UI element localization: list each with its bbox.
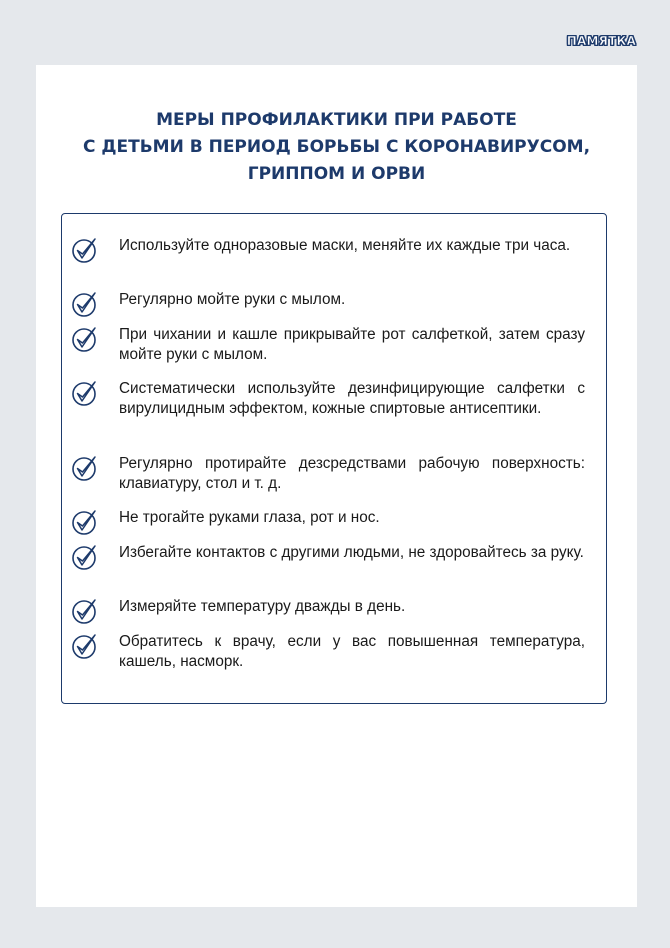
list-item-text: Регулярно протирайте дезсредствами рабочую поверхность: клавиатуру, стол и т. д. <box>119 455 585 492</box>
check-circle-icon <box>71 379 99 407</box>
list-item-text: Регулярно мойте руки с мылом. <box>119 291 346 308</box>
memo-badge: ПАМЯТКА <box>566 34 636 48</box>
check-circle-icon <box>71 543 99 571</box>
check-circle-icon <box>71 290 99 318</box>
document-card <box>36 65 637 907</box>
list-item-text: При чихании и кашле прикрывайте рот салфеткой, затем сразу мойте руки с мылом. <box>119 326 585 363</box>
list-item-text: Систематически используйте дезинфицирующие салфетки с вирулицидным эффектом, кожные спиртовые антисептики. <box>119 380 585 417</box>
title-line: ГРИППОМ И ОРВИ <box>247 164 426 184</box>
title-line: МЕРЫ ПРОФИЛАКТИКИ ПРИ РАБОТЕ <box>156 110 517 130</box>
measures-list <box>61 213 607 704</box>
check-circle-icon <box>71 597 99 625</box>
check-circle-icon <box>71 454 99 482</box>
title-line: С ДЕТЬМИ В ПЕРИОД БОРЬБЫ С КОРОНАВИРУСОМ, <box>82 137 591 157</box>
list-item-text: Измеряйте температуру дважды в день. <box>119 598 406 615</box>
list-item-text: Обратитесь к врачу, если у вас повышенная температура, кашель, насморк. <box>119 633 585 670</box>
check-circle-icon <box>71 236 99 264</box>
document-title <box>36 107 637 188</box>
list-item-text: Не трогайте руками глаза, рот и нос. <box>119 509 380 526</box>
check-circle-icon <box>71 325 99 353</box>
check-circle-icon <box>71 632 99 660</box>
check-circle-icon <box>71 508 99 536</box>
list-item-text: Используйте одноразовые маски, меняйте их каждые три часа. <box>119 237 571 254</box>
list-item-text: Избегайте контактов с другими людьми, не здоровайтесь за руку. <box>119 544 584 561</box>
